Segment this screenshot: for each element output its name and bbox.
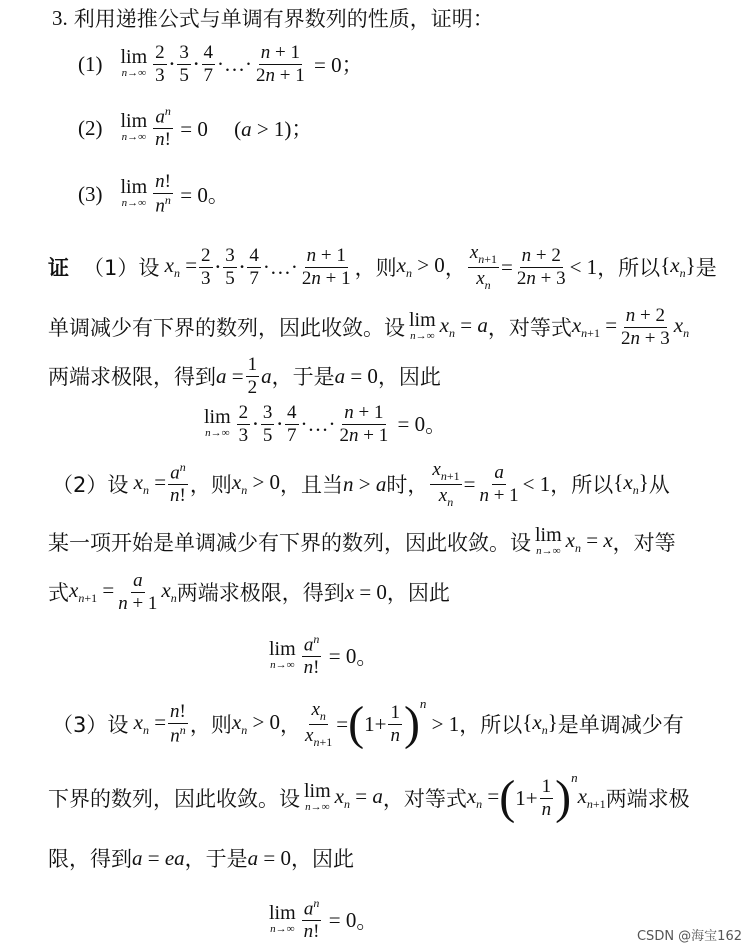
proof-text: ，因此 [291,847,355,871]
proof-text: 两端求极 [605,787,690,811]
part-label: （2） [52,473,108,497]
proof-text: 。 [356,909,378,933]
fraction: $\frac{1}{n}$ [390,701,400,746]
proof-part3-line3: 限，得到 a = ea ，于是 a = 0 ，因此 [48,836,756,880]
proof-text: ，所以 [459,713,523,737]
fraction: $\frac{3}{5}$ [179,41,189,86]
fraction: $\frac{3}{5}$ [262,401,273,446]
limit-symbol: lim n→∞ [304,780,331,814]
fraction: $\frac{1}{2}$ [247,353,258,398]
fraction: $\frac{n!}{n^n}$ [155,170,171,217]
proof-text: 是单调减少有 [557,713,684,737]
fraction: $\frac{x_{n+1}}{x_n}$ [432,458,460,509]
item-label: (3) [78,181,103,206]
proof-text: ，则 [189,713,232,737]
proof-text: ，且当 [280,473,344,497]
proof-text: 。 [356,645,378,669]
proof-text: 从 [648,473,670,497]
item-label: (1) [78,51,103,76]
problem-item-2: (2) lim n→∞ $\frac{a^n}{n!}$ = 0 (a > 1)； [78,103,313,151]
proof-text: ，则 [354,256,397,280]
problem-number: 3. [52,5,68,30]
fraction: $\frac{2}{3}$ [155,41,165,86]
part-label: （3） [52,713,108,737]
proof-text: 下界的数列，因此收敛。设 [48,787,300,811]
fraction: $\frac{x_{n+1}}{x_n}$ [469,241,498,292]
item-label: (2) [78,115,103,140]
fraction: $\frac{2}{3}$ [238,401,249,446]
proof-text: ，因此 [377,365,441,389]
proof-part2-line1: （2） 设 $x_n$ = $\frac{a^n}{n!}$ ，则 $x_n > 0$ ，且当 n > a 时， $\frac{x_{n+1}}{x_n}$ = $\frac{a}{n + 1}$ < 1 ，所以 $\{x_n\}$ 从 [52,458,670,509]
fraction: $\frac{n + 2}{2n + 3}$ [516,244,566,289]
fraction: $\frac{n + 2}{2n + 3}$ [621,304,670,349]
proof-text: ，于是 [271,365,335,389]
proof-part2-result: lim n→∞ $\frac{a^n}{n!}$ = 0 。 [269,631,378,679]
proof-part1-line3: 两端求极限，得到 a = $\frac{1}{2}$ a ，于是 a = 0 ，因此 [48,353,441,398]
problem-item-1: (1) lim n→∞ $\frac{2}{3}$ · $\frac{3}{5}$ · $\frac{4}{7}$ ·…· $\frac{n + 1}{2n + 1}$ = 0； [78,41,363,86]
limit-symbol: lim n→∞ [120,176,148,210]
proof-part1-line2: 单调减少有下界的数列，因此收敛。设 lim n→∞ $x_n = a$ ，对等式 $x_{n+1}$ = $\frac{n + 2}{2n + 3}$ $x_n$ [48,304,690,349]
limit-symbol: lim n→∞ [409,309,436,343]
proof-text: ，对等式 [382,787,467,811]
fraction: $\frac{a^n}{n!}$ [155,103,171,151]
proof-text: 某一项开始是单调减少有下界的数列，因此收敛。设 [48,531,531,555]
fraction: $\frac{a^n}{n!}$ [303,895,320,943]
fraction: $\frac{x_n}{x_{n+1}}$ [305,698,333,749]
proof-text: ，对等 [612,531,676,555]
fraction: $\frac{a^n}{n!}$ [170,459,186,507]
fraction: $\frac{4}{7}$ [249,244,259,289]
proof-title: 证 [48,256,69,280]
problem-item-3: (3) lim n→∞ $\frac{n!}{n^n}$ = 0。 [78,170,229,217]
proof-part3-line2: 下界的数列，因此收敛。设 lim n→∞ $x_n = a$ ，对等式 $x_n$ = ( 1+ $\frac{1}{n}$ ) n $x_{n+1}$ 两端求极 [48,770,690,824]
fraction: $\frac{4}{7}$ [203,41,214,86]
limit-symbol: lim n→∞ [269,638,296,672]
limit-symbol: lim n→∞ [120,46,148,80]
proof-part2-line2: 某一项开始是单调减少有下界的数列，因此收敛。设 lim n→∞ $x_n = x$ ，对等 [48,524,676,558]
part-label: （1） [83,256,139,280]
proof-text: ，对等式 [487,316,572,340]
fraction: $\frac{n!}{n^n}$ [170,700,186,747]
fraction: $\frac{2}{3}$ [201,244,211,289]
proof-text: 两端求极限，得到 [48,365,216,389]
fraction: $\frac{4}{7}$ [287,401,297,446]
fraction: $\frac{3}{5}$ [225,244,235,289]
proof-text: 。 [425,413,447,437]
proof-text: 单调减少有下界的数列，因此收敛。设 [48,316,405,340]
proof-part3-line1: （3） 设 $x_n$ = $\frac{n!}{n^n}$ ，则 $x_n > 0$ ， $\frac{x_n}{x_{n+1}}$ = ( 1+ $\frac{1}{n}$ ) n > 1 ，所以 $\{x_n\}$ 是单调减少有 [52,696,684,750]
proof-text: 设 [107,713,129,737]
proof-text: 两端求极限，得到 [176,581,345,605]
proof-text: ，于是 [184,847,248,871]
fraction: $\frac{n + 1}{2n + 1}$ [339,401,389,446]
fraction: $\frac{a^n}{n!}$ [303,631,320,679]
proof-text: ，所以 [597,256,661,280]
proof-part2-line3: 式 $x_{n+1}$ = $\frac{a}{n + 1}$ $x_n$ 两端求极限，得到 x = 0 ，因此 [48,569,450,614]
fraction: $\frac{a}{n + 1}$ [118,569,158,614]
proof-part3-result: lim n→∞ $\frac{a^n}{n!}$ = 0 。 [269,895,378,943]
problem-statement: 利用递推公式与单调有界数列的性质，证明： [73,7,494,31]
proof-text: ，所以 [550,473,614,497]
proof-text: ，则 [189,473,232,497]
fraction: $\frac{n + 1}{2n + 1}$ [301,244,351,289]
limit-symbol: lim n→∞ [269,902,296,936]
proof-text: 是 [695,256,717,280]
watermark: CSDN @海宝162 [636,929,742,944]
proof-text: ，因此 [386,581,450,605]
proof-text: 时， [386,473,429,497]
problem-header [52,2,756,34]
fraction: $\frac{1}{n}$ [541,775,552,820]
limit-symbol: lim n→∞ [204,406,231,440]
proof-text: 设 [138,256,160,280]
proof-part1-result: lim n→∞ $\frac{2}{3}$ · $\frac{3}{5}$ · $\frac{4}{7}$ ·…· $\frac{n + 1}{2n + 1}$ = 0 。 [204,401,447,446]
limit-symbol: lim n→∞ [120,110,148,144]
limit-symbol: lim n→∞ [535,524,562,558]
proof-text: 限，得到 [48,847,132,871]
fraction: $\frac{a}{n + 1}$ [479,461,519,506]
proof-text: 式 [48,581,69,605]
fraction: $\frac{n + 1}{2n + 1}$ [256,41,305,86]
proof-part1-line1: 证 （1） 设 $x_n$ = $\frac{2}{3}$ · $\frac{3}{5}$ · $\frac{4}{7}$ ·…· $\frac{n + 1}{2n + 1}$ ，则 $x_n > 0$ ， $\frac{x_{n+1}}{x_n}$ = $\frac{n + 2}{2n + 3}$ < 1 ，所以 $\{x_n\}$ 是 [48,241,717,292]
proof-text: 设 [107,473,129,497]
